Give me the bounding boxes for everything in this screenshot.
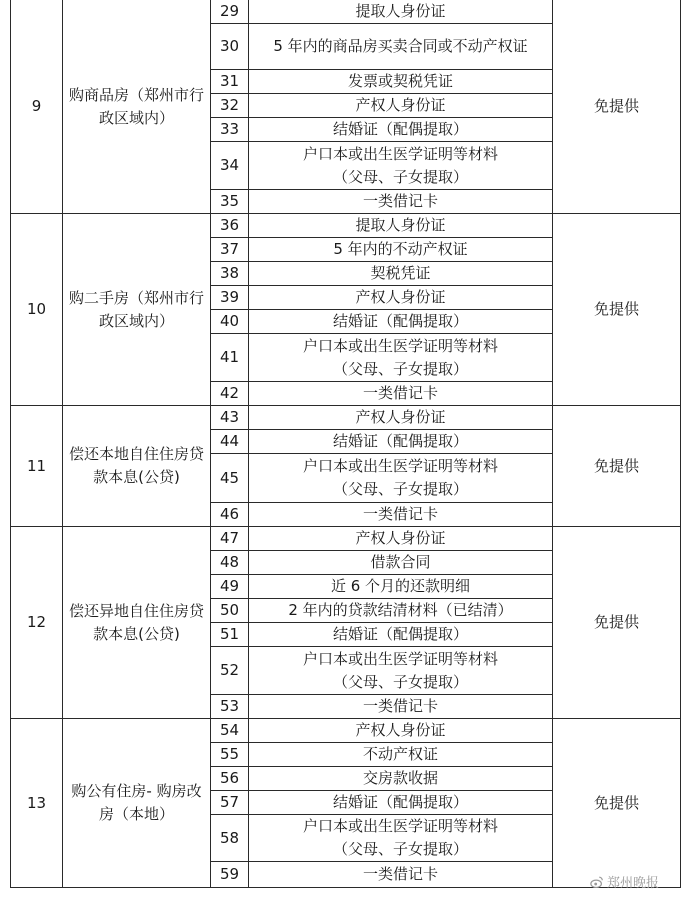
item-material: 一类借记卡 [249,862,553,888]
item-number: 54 [211,719,249,743]
item-number: 43 [211,406,249,430]
item-material: 一类借记卡 [249,190,553,214]
item-number: 56 [211,767,249,791]
group-note: 免提供 [553,214,681,406]
item-material: 一类借记卡 [249,503,553,527]
item-number: 44 [211,430,249,454]
item-number: 51 [211,623,249,647]
item-material: 结婚证（配偶提取） [249,623,553,647]
item-number: 55 [211,743,249,767]
item-material: 产权人身份证 [249,406,553,430]
item-material: 户口本或出生医学证明等材料 （父母、子女提取） [249,647,553,695]
item-number: 42 [211,382,249,406]
item-material: 结婚证（配偶提取） [249,118,553,142]
group-category: 购商品房（郑州市行政区域内） [63,0,211,214]
group-category: 购二手房（郑州市行政区域内） [63,214,211,406]
item-material: 不动产权证 [249,743,553,767]
item-material: 一类借记卡 [249,695,553,719]
table-row [11,406,681,430]
item-number: 35 [211,190,249,214]
item-material: 5 年内的商品房买卖合同或不动产权证 [249,24,553,70]
item-material: 户口本或出生医学证明等材料 （父母、子女提取） [249,454,553,503]
item-number: 36 [211,214,249,238]
item-number: 48 [211,551,249,575]
item-material: 5 年内的不动产权证 [249,238,553,262]
item-material: 结婚证（配偶提取） [249,791,553,815]
item-number: 32 [211,94,249,118]
table-row [11,719,681,743]
item-material: 提取人身份证 [249,214,553,238]
item-material: 发票或契税凭证 [249,70,553,94]
watermark-text: 郑州晚报 [607,876,660,891]
item-number: 57 [211,791,249,815]
item-material: 产权人身份证 [249,286,553,310]
item-number: 30 [211,24,249,70]
weibo-icon [590,875,604,889]
item-number: 49 [211,575,249,599]
group-category: 购公有住房- 购房改房（本地） [63,719,211,888]
item-material: 近 6 个月的还款明细 [249,575,553,599]
item-material: 产权人身份证 [249,719,553,743]
item-material: 2 年内的贷款结清材料（已结清） [249,599,553,623]
item-material: 户口本或出生医学证明等材料 （父母、子女提取） [249,815,553,862]
item-number: 40 [211,310,249,334]
item-number: 59 [211,862,249,888]
item-material: 借款合同 [249,551,553,575]
group-category: 偿还异地自住住房贷款本息(公贷) [63,527,211,719]
item-number: 39 [211,286,249,310]
item-material: 一类借记卡 [249,382,553,406]
item-number: 38 [211,262,249,286]
watermark [590,872,659,891]
item-material: 契税凭证 [249,262,553,286]
item-number: 29 [211,0,249,24]
item-number: 37 [211,238,249,262]
group-note: 免提供 [553,527,681,719]
group-note: 免提供 [553,406,681,527]
table-row [11,527,681,551]
item-number: 34 [211,142,249,190]
group-seq: 11 [11,406,63,527]
item-number: 52 [211,647,249,695]
item-material: 结婚证（配偶提取） [249,430,553,454]
item-material: 户口本或出生医学证明等材料 （父母、子女提取） [249,142,553,190]
group-seq: 10 [11,214,63,406]
item-number: 46 [211,503,249,527]
materials-table [10,0,681,888]
item-number: 58 [211,815,249,862]
item-number: 50 [211,599,249,623]
group-note: 免提供 [553,0,681,214]
item-number: 41 [211,334,249,382]
item-number: 33 [211,118,249,142]
group-seq: 9 [11,0,63,214]
group-category: 偿还本地自住住房贷款本息(公贷) [63,406,211,527]
item-number: 47 [211,527,249,551]
item-material: 交房款收据 [249,767,553,791]
item-material: 户口本或出生医学证明等材料 （父母、子女提取） [249,334,553,382]
group-seq: 12 [11,527,63,719]
table-row [11,214,681,238]
group-seq: 13 [11,719,63,888]
item-material: 产权人身份证 [249,527,553,551]
item-material: 产权人身份证 [249,94,553,118]
item-number: 53 [211,695,249,719]
item-material: 提取人身份证 [249,0,553,24]
group-note: 免提供 [553,719,681,888]
item-number: 31 [211,70,249,94]
item-number: 45 [211,454,249,503]
table-row [11,0,681,24]
item-material: 结婚证（配偶提取） [249,310,553,334]
